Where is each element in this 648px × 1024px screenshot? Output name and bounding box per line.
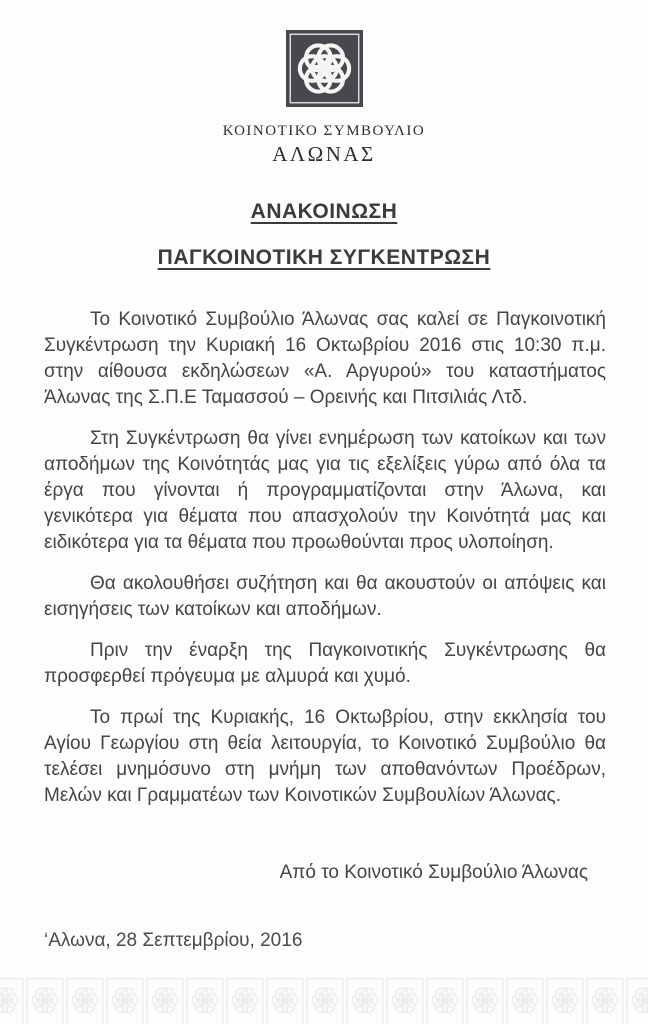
watermark-rosette-tile: [466, 977, 504, 1024]
meeting-subtitle: ΠΑΓΚΟΙΝΟΤΙΚΗ ΣΥΓΚΕΝΤΡΩΣΗ: [157, 246, 491, 269]
watermark-rosette-tile: [586, 977, 624, 1024]
watermark-rosette-tile: [266, 977, 304, 1024]
watermark-rosette-tile: [626, 977, 648, 1024]
announcement-title: ΑΝΑΚΟΙΝΩΣΗ: [250, 200, 398, 223]
watermark-rosette-tile: [346, 977, 384, 1024]
watermark-rosette-tile: [306, 977, 344, 1024]
signature-line: Από το Κοινοτικό Συμβούλιο Άλωνας: [279, 862, 588, 883]
watermark-band: [0, 977, 648, 1024]
community-council-logo: [286, 30, 363, 107]
paragraph-4: Πριν την έναρξη της Παγκοινοτικής Συγκέντρωσης θα προσφερθεί πρόγευμα με αλμυρά και χυμό.: [44, 640, 606, 687]
watermark-rosette-tile: [66, 977, 104, 1024]
body-paragraphs: [44, 307, 606, 809]
org-name-line2: ΑΛΩΝΑΣ: [272, 142, 376, 166]
watermark-rosette-tile: [146, 977, 184, 1024]
watermark-rosette-tile: [26, 977, 64, 1024]
watermark-rosette-tile: [186, 977, 224, 1024]
paragraph-2: Στη Συγκέντρωση θα γίνει ενημέρωση των κατοίκων και των αποδήμων της Κοινότητάς μας για τις εξελίξεις γύρω από όλα τα έργα που γίνονται ή προγραμματίζονται στην Άλωνα, και γενικότερα για θέματα που απασχολούν την Κοινότητά μας και ειδικότερα για τα θέματα που προωθούνται προς υλοποίηση.: [44, 428, 606, 553]
org-name-line1: ΚΟΙΝΟΤΙΚΟ ΣΥΜΒΟΥΛΙΟ: [222, 123, 426, 139]
watermark-rosette-tile: [226, 977, 264, 1024]
paragraph-1: Το Κοινοτικό Συμβούλιο Άλωνας σας καλεί σε Παγκοινοτική Συγκέντρωση την Κυριακή 16 Οκτωβρίου 2016 στις 10:30 π.μ. στην αίθουσα εκδηλώσεων «Α. Αργυρού» του καταστήματος Άλωνας της Σ.Π.Ε Ταμασσού – Ορεινής και Πιτσιλιάς Λτδ.: [44, 309, 606, 408]
watermark-rosette-tile: [386, 977, 424, 1024]
watermark-rosette-tile: [546, 977, 584, 1024]
watermark-rosette-tile: [0, 977, 24, 1024]
watermark-rosette-tile: [506, 977, 544, 1024]
watermark-rosette-tile: [426, 977, 464, 1024]
rosette-icon: [286, 94, 363, 111]
paragraph-3: Θα ακολουθήσει συζήτηση και θα ακουστούν οι απόψεις και εισηγήσεις των κατοίκων και αποδήμων.: [44, 573, 606, 620]
watermark-rosette-tile: [106, 977, 144, 1024]
date-line: ‘Αλωνα, 28 Σεπτεμβρίου, 2016: [44, 930, 303, 951]
paragraph-5: Το πρωί της Κυριακής, 16 Οκτωβρίου, στην εκκλησία του Αγίου Γεωργίου στη θεία λειτουργία, το Κοινοτικό Συμβούλιο θα τελέσει μνημόσυνο στη μνήμη των αποθανόντων Προέδρων, Μελών και Γραμματέων των Κοινοτικών Συμβουλίων Άλωνας.: [44, 707, 606, 806]
